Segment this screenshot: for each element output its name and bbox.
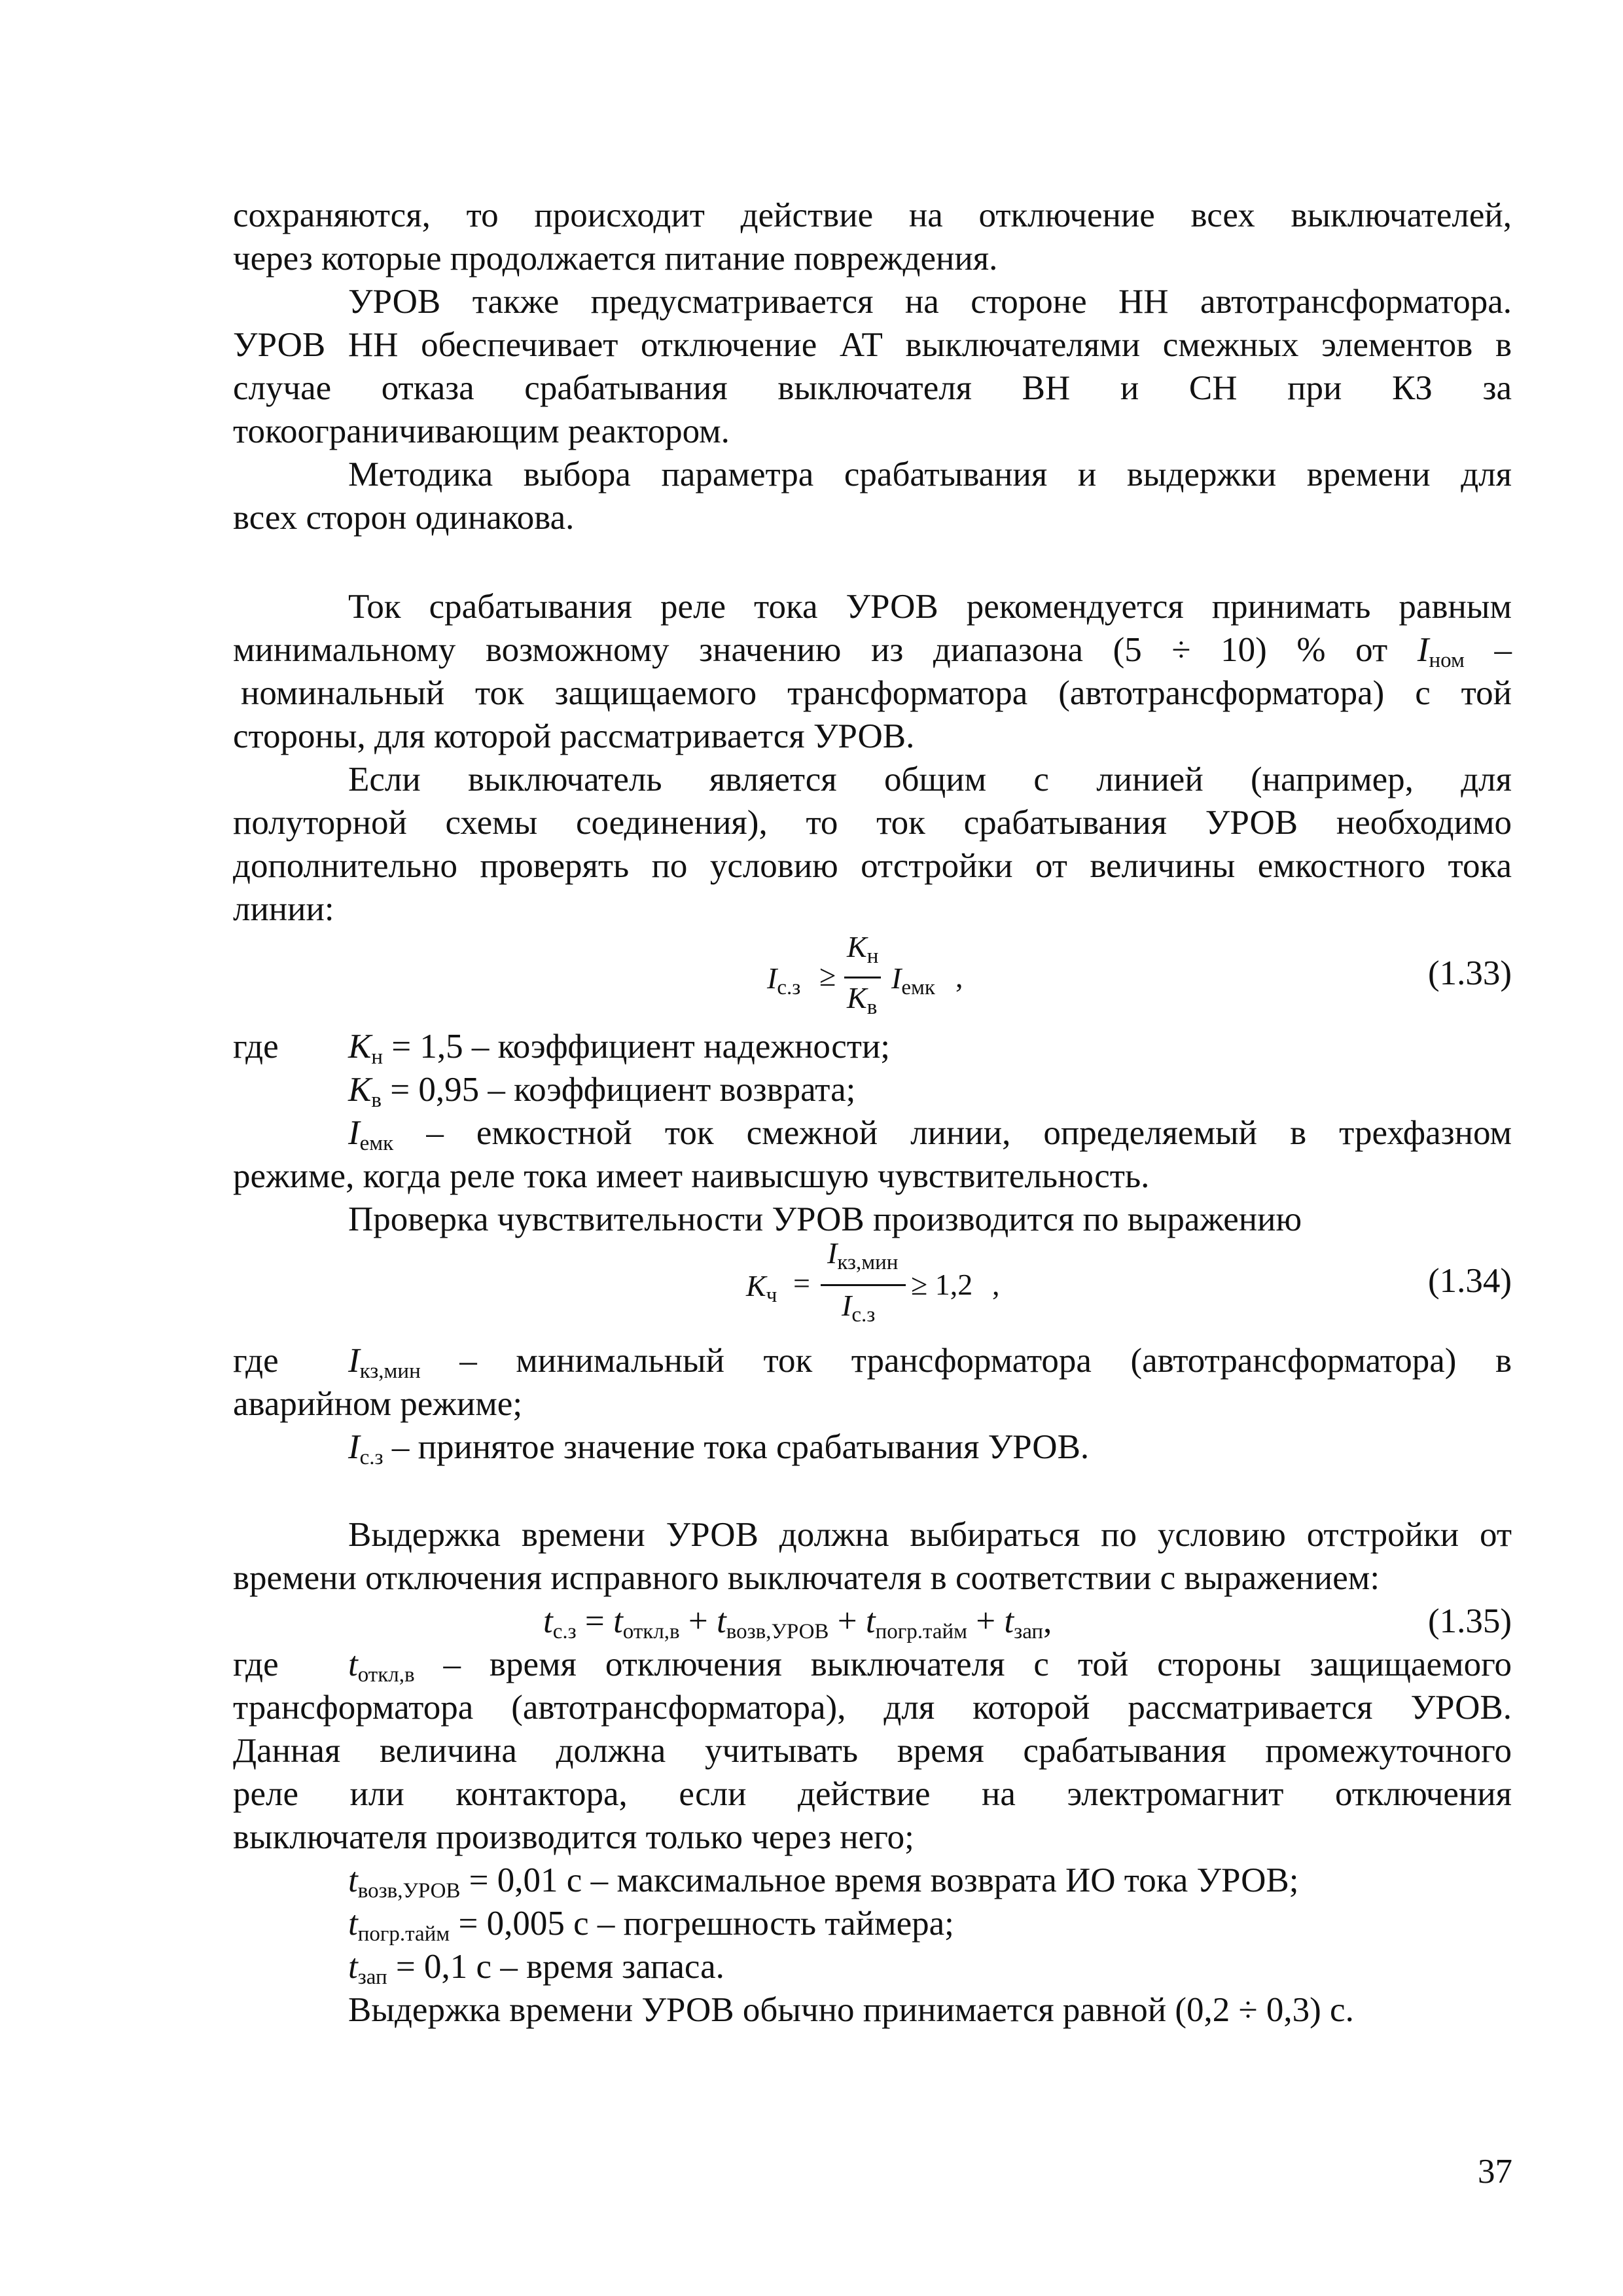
body-text-line: трансформатора (автотрансформатора), для которой рассматривается УРОВ. [233, 1689, 1512, 1727]
body-text-line: токоограничивающим реактором. [233, 412, 730, 450]
definition-line: $t_{откл,в}$ – время отключения выключателя с той стороны защищаемого [348, 1645, 1512, 1687]
body-text-line: УРОВ НН обеспечивает отключение АТ выключателями смежных элементов в [233, 326, 1512, 364]
definition-line: $t_{погр.тайм} = 0,005$ с – погрешность таймера; [348, 1905, 954, 1946]
page-number: 37 [1478, 2153, 1512, 2191]
definition-line: $t_{возв,УРОВ} = 0,01$ с – максимальное время возврата ИО тока УРОВ; [348, 1861, 1299, 1903]
document-page: сохраняются, то происходит действие на отключение всех выключателей, через которые продолжается питание повреждения. УРОВ также предусматривается на стороне НН автотрансформатора. УРОВ НН обеспечивает отключение АТ выключателями смежных элементов в случае отказа срабатывания выключателя ВН и СН при КЗ за токоограничивающим реактором. Методика выбора параметра срабатывания и выдержки времени для всех сторон одинакова. Ток срабатывания реле тока УРОВ рекомендуется принимать равным минимальному возможному значению из диапазона (5 ÷ 10) % от $I_{ном}$ – номинальный ток защищаемого трансформатора (автотрансформатора) с той стороны, для которой рассматривается УРОВ. Если выключатель является общим с линией (например, для полуторной схемы соединения), то ток срабатывания УРОВ необходимо дополнительно проверять по условию отстройки от величины емкостного тока линии: $I_{с.з}$ ≥ $K_н$ $K_в$ $I_{емк}$ , (1.33) где $K_н = 1,5$ – коэффициент надежности; $K_в = 0,95$ – коэффициент возврата; $I_{емк}$ – емкостной ток смежной линии, определяемый в трехфазном режиме, когда реле тока имеет наивысшую чувствительность. Проверка чувствительности УРОВ производится по выражению $K_ч$ = $I_{кз,мин}$ $I_{с.з}$ ≥ 1,2 , (1.34) где $I_{кз,мин}$ – минимальный ток трансформатора (автотрансформатора) в аварийном режиме; $I_{с.з}$ – принятое значение тока срабатывания УРОВ. Выдержка времени УРОВ должна выбираться по условию отстройки от времени отключения исправного выключателя в соответствии с выражением: $t_{с.з} = t_{откл,в} + t_{возв,УРОВ} + t_{погр.тайм} + t_{зап}$, (1.35) где $t_{откл,в}$ – время отключения выключателя с той стороны защищаемого трансформатора (автотрансформатора), для которой рассматривается УРОВ. Данная величина должна учитывать время срабатывания промежуточного реле или контактора, если действие на электромагнит отключения выключателя производится только через него; $t_{возв,УРОВ} = 0,01$ с – максимальное время возврата ИО тока УРОВ; $t_{погр.тайм} = 0,005$ с – погрешность таймера; $t_{зап} = 0,1$ с – время запаса. Выдержка времени УРОВ обычно принимается равной (0,2 ÷ 0,3) с. 37 [0, 0, 1623, 2296]
body-text-line: Данная величина должна учитывать время срабатывания промежуточного [233, 1732, 1512, 1770]
where-label: где [233, 1342, 279, 1380]
body-text-line: линии: [233, 890, 334, 928]
where-label: где [233, 1645, 279, 1683]
fraction-bar [821, 1284, 906, 1286]
body-text-line: Проверка чувствительности УРОВ производится по выражению [348, 1200, 1302, 1238]
body-text-line: УРОВ также предусматривается на стороне НН автотрансформатора. [348, 283, 1512, 321]
body-text-line: выключателя производится только через него; [233, 1818, 914, 1856]
body-text-line: всех сторон одинакова. [233, 499, 575, 537]
definition-line: $I_{емк}$ – емкостной ток смежной линии, определяемый в трехфазном [348, 1114, 1512, 1155]
body-text-line: стороны, для которой рассматривается УРОВ. [233, 717, 915, 755]
definition-line: $I_{кз,мин}$ – минимальный ток трансформатора (автотрансформатора) в [348, 1342, 1512, 1383]
body-text-line: полуторной схемы соединения), то ток срабатывания УРОВ необходимо [233, 804, 1512, 842]
body-text-line: реле или контактора, если действие на электромагнит отключения [233, 1775, 1512, 1813]
body-text-line: дополнительно проверять по условию отстройки от величины емкостного тока [233, 847, 1512, 885]
definition-line: $K_н = 1,5$ – коэффициент надежности; [348, 1028, 891, 1069]
definition-line: $I_{с.з}$ – принятое значение тока срабатывания УРОВ. [348, 1428, 1090, 1469]
body-text-line: случае отказа срабатывания выключателя ВН и СН при КЗ за [233, 369, 1512, 407]
body-text-line: Методика выбора параметра срабатывания и выдержки времени для [348, 456, 1512, 493]
body-text-line: Ток срабатывания реле тока УРОВ рекомендуется принимать равным [348, 588, 1512, 626]
definition-line: $K_в = 0,95$ – коэффициент возврата; [348, 1071, 856, 1112]
equation-number: (1.34) [1427, 1262, 1512, 1300]
body-text-line: сохраняются, то происходит действие на отключение всех выключателей, [233, 196, 1512, 234]
body-text-line: номинальный ток защищаемого трансформатора (автотрансформатора) с той [241, 674, 1512, 712]
equation-number: (1.35) [1427, 1602, 1512, 1640]
fraction-bar [844, 977, 881, 978]
body-text-line: режиме, когда реле тока имеет наивысшую чувствительность. [233, 1157, 1150, 1195]
body-text-line: Выдержка времени УРОВ должна выбираться по условию отстройки от [348, 1516, 1512, 1554]
body-text-line: Если выключатель является общим с линией (например, для [348, 761, 1512, 798]
body-text-line: Выдержка времени УРОВ обычно принимается равной (0,2 ÷ 0,3) с. [348, 1991, 1354, 2029]
where-label: где [233, 1028, 279, 1066]
body-text-line: через которые продолжается питание повреждения. [233, 240, 998, 278]
body-text-line: минимальному возможному значению из диапазона (5 ÷ 10) % от $I_{ном}$ – [233, 631, 1512, 672]
equation-1-35: $t_{с.з} = t_{откл,в} + t_{возв,УРОВ} + t_{погр.тайм} + t_{зап}$, [543, 1602, 1052, 1643]
body-text-line: времени отключения исправного выключателя в соответствии с выражением: [233, 1559, 1380, 1597]
body-text-line: аварийном режиме; [233, 1385, 523, 1423]
definition-line: $t_{зап} = 0,1$ с – время запаса. [348, 1948, 724, 1989]
equation-number: (1.33) [1427, 954, 1512, 992]
